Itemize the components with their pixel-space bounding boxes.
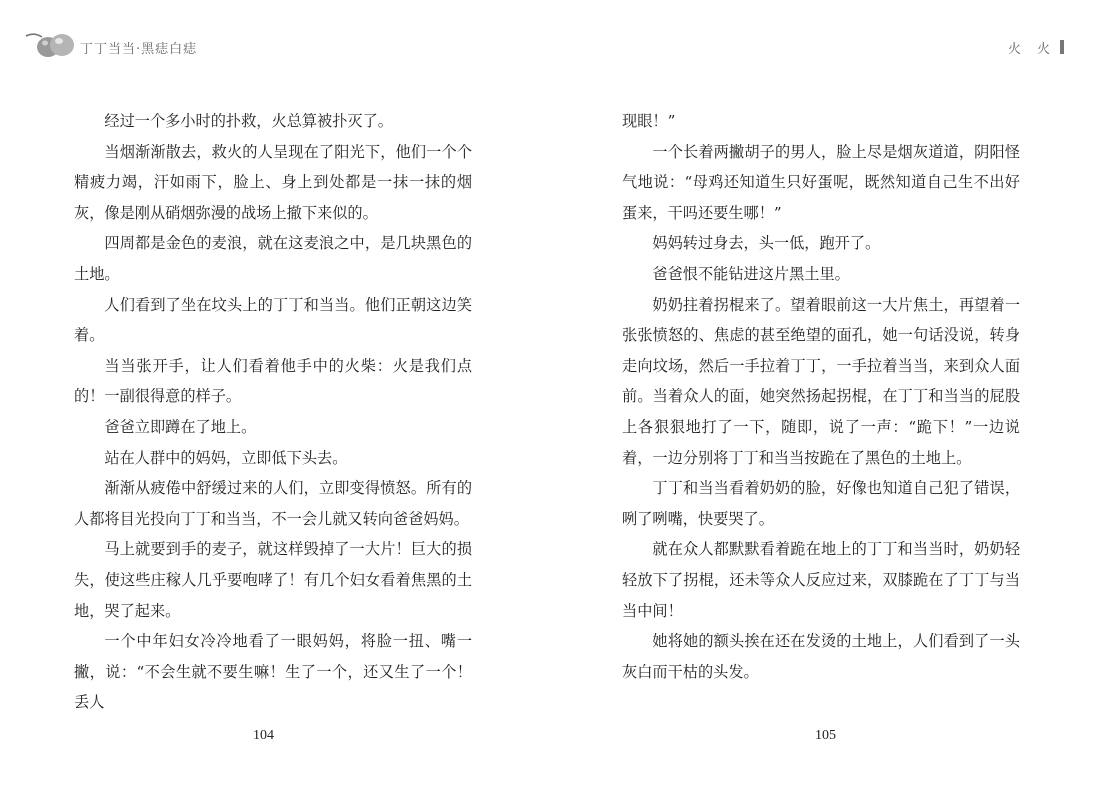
paragraph: 丁丁和当当看着奶奶的脸，好像也知道自己犯了错误，咧了咧嘴，快要哭了。 xyxy=(622,479,1020,528)
paragraph-continuation: 现眼！” xyxy=(622,112,676,130)
paragraph: 当烟渐渐散去，救火的人呈现在了阳光下，他们一个个精疲力竭，汗如雨下，脸上、身上到处都是一抹一抹的烟灰，像是刚从硝烟弥漫的战场上撤下来似的。 xyxy=(74,142,472,222)
paragraph: 当当张开手，让人们看着他手中的火柴：火是我们点的！一副很得意的样子。 xyxy=(74,356,472,406)
chapter-marker-bar xyxy=(1060,40,1064,54)
paragraph: 马上就要到手的麦子，就这样毁掉了一大片！巨大的损失，使这些庄稼人几乎要咆哮了！有几个妇女看着焦黑的土地，哭了起来。 xyxy=(74,540,472,620)
paragraph: 四周都是金色的麦浪，就在这麦浪之中，是几块黑色的土地。 xyxy=(74,234,472,283)
page-number-left: 104 xyxy=(253,728,274,743)
paragraph: 站在人群中的妈妈，立即低下头去。 xyxy=(104,448,348,467)
series-title: 丁丁当当·黑痣白痣 xyxy=(80,42,198,57)
paragraph: 就在众人都默默看着跪在地上的丁丁和当当时，奶奶轻轻放下了拐棍，还未等众人反应过来，双膝跪在了丁丁与当当中间！ xyxy=(622,540,1020,620)
paragraph: 一个长着两撇胡子的男人，脸上尽是烟灰道道，阴阳怪气地说：“母鸡还知道生只好蛋呢，既然知道自己生不出好蛋来，干吗还要生哪！” xyxy=(622,142,1020,222)
gourd-logo-icon xyxy=(24,28,78,62)
left-page-text xyxy=(74,106,472,718)
page-number-right: 105 xyxy=(815,728,836,743)
right-page-text xyxy=(622,106,1020,687)
paragraph: 爸爸立即蹲在了地上。 xyxy=(104,417,257,436)
paragraph: 一个中年妇女冷冷地看了一眼妈妈，将脸一扭、嘴一撇，说：“不会生就不要生嘛！生了一个，还又生了一个！丢人 xyxy=(74,632,472,712)
paragraph: 妈妈转过身去，头一低，跑开了。 xyxy=(652,234,881,253)
chapter-title: 火 火 xyxy=(1007,42,1056,57)
paragraph: 人们看到了坐在坟头上的丁丁和当当。他们正朝这边笑着。 xyxy=(74,295,472,345)
paragraph: 奶奶拄着拐棍来了。望着眼前这一大片焦土，再望着一张张愤怒的、焦虑的甚至绝望的面孔，她一句话没说，转身走向坟场，然后一手拉着丁丁，一手拉着当当，来到众人面前。当着众人的面，她突然扬起拐棍，在丁丁和当当的屁股上各狠狠地打了一下，随即，说了一声：“跪下！”一边说着，一边分别将丁丁和当当按跪在了黑色的土地上。 xyxy=(622,295,1020,467)
paragraph: 渐渐从疲倦中舒缓过来的人们，立即变得愤怒。所有的人都将目光投向丁丁和当当，不一会儿就又转向爸爸妈妈。 xyxy=(74,479,472,528)
paragraph: 经过一个多小时的扑救，火总算被扑灭了。 xyxy=(104,112,393,130)
paragraph: 她将她的额头挨在还在发烫的土地上，人们看到了一头灰白而干枯的头发。 xyxy=(622,632,1020,681)
paragraph: 爸爸恨不能钻进这片黑土里。 xyxy=(652,264,850,283)
